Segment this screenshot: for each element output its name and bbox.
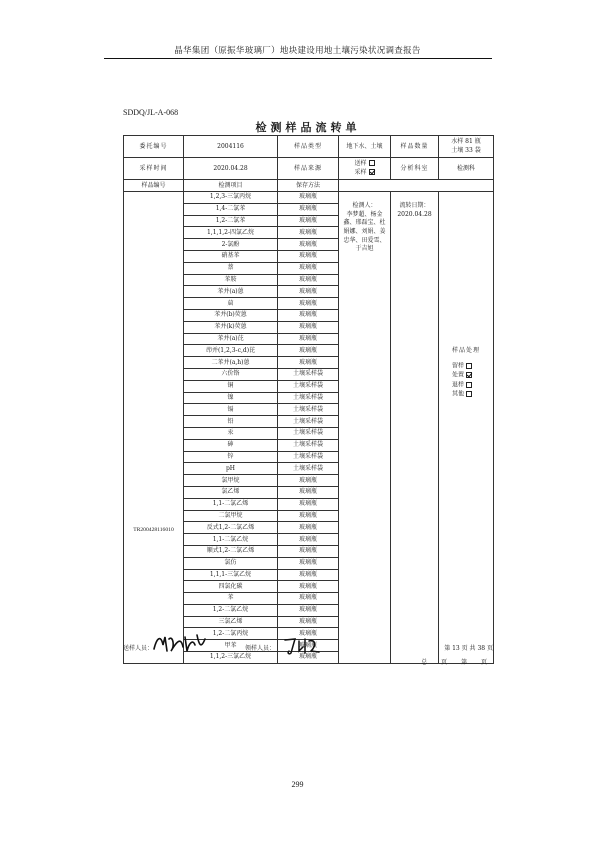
storage-method: 土壤采样袋 [278, 392, 339, 404]
checkbox-unchecked-icon [466, 382, 472, 388]
storage-method: 玻璃瓶 [278, 298, 339, 310]
storage-method: 土壤采样袋 [278, 451, 339, 463]
storage-method: 玻璃瓶 [278, 486, 339, 498]
form-title: 检测样品流转单 [255, 121, 361, 134]
storage-method: 玻璃瓶 [278, 534, 339, 546]
sample-type-label: 样品类型 [278, 136, 339, 158]
storage-method: 土壤采样袋 [278, 368, 339, 380]
test-item-name: 䓛 [184, 298, 278, 310]
table-row [124, 192, 494, 204]
storage-method: 土壤采样袋 [278, 404, 339, 416]
storage-method: 土壤采样袋 [278, 463, 339, 475]
storage-method: 玻璃瓶 [278, 498, 339, 510]
test-item-name: 苯并(k)荧蒽 [184, 321, 278, 333]
storage-method: 玻璃瓶 [278, 345, 339, 357]
storage-method: 玻璃瓶 [278, 640, 339, 652]
storage-method: 玻璃瓶 [278, 274, 339, 286]
test-item-name: 镉 [184, 404, 278, 416]
handling-option [439, 372, 493, 379]
signature-area [123, 633, 493, 673]
transfer-date-value: 2020.04.28 [397, 210, 432, 218]
test-item-name: 1,2-二氯丙烷 [184, 628, 278, 640]
test-item-name: 汞 [184, 427, 278, 439]
sample-handling-cell [439, 192, 494, 664]
test-item-name: 1,1,2-三氯乙烷 [184, 652, 278, 664]
test-item-name: 1,2-二氯乙烷 [184, 604, 278, 616]
test-item-name: 苯 [184, 593, 278, 605]
lab-label: 分析科室 [391, 158, 439, 180]
source-option-delivered: 送样 [354, 159, 367, 167]
storage-method: 玻璃瓶 [278, 652, 339, 664]
checkbox-unchecked-icon [369, 160, 375, 166]
sample-time-label: 采样时间 [124, 158, 184, 180]
page-info: 第 13 页 共 38 页 [444, 645, 493, 652]
storage-method: 玻璃瓶 [278, 604, 339, 616]
test-item-name: 二苯并(a,h)蒽 [184, 357, 278, 369]
test-item-name: 氯乙烯 [184, 486, 278, 498]
storage-method: 玻璃瓶 [278, 581, 339, 593]
sample-id-header: 样品编号 [124, 180, 184, 192]
test-item-name: 1,1-二氯乙烯 [184, 498, 278, 510]
sample-type-value: 地下水、土壤 [339, 136, 391, 158]
blank-header-cell [339, 180, 494, 192]
page-info-total: 总 页 第 页 [421, 659, 493, 666]
page-number: 299 [291, 780, 304, 789]
table-row [124, 158, 494, 180]
sample-time-value: 2020.04.28 [184, 158, 278, 180]
test-item-name: 镍 [184, 392, 278, 404]
test-item-name: 苯并(a)芘 [184, 333, 278, 345]
storage-method: 玻璃瓶 [278, 215, 339, 227]
table-row [124, 180, 494, 192]
handling-option [439, 391, 493, 398]
table-row [124, 136, 494, 158]
checkbox-checked-icon [369, 169, 375, 175]
storage-method: 土壤采样袋 [278, 427, 339, 439]
storage-method: 玻璃瓶 [278, 522, 339, 534]
receiver-signature [283, 635, 323, 657]
transfer-date-cell [391, 192, 439, 664]
test-item-name: 1,1,1,2-四氯乙烷 [184, 227, 278, 239]
storage-method: 玻璃瓶 [278, 321, 339, 333]
storage-method: 土壤采样袋 [278, 439, 339, 451]
checkbox-unchecked-icon [466, 363, 472, 369]
source-label: 样品来源 [278, 158, 339, 180]
storage-method: 玻璃瓶 [278, 557, 339, 569]
handling-option-label: 其他 [452, 390, 465, 398]
storage-method: 玻璃瓶 [278, 192, 339, 204]
source-option-sampled: 采样 [354, 168, 367, 176]
test-item-name: 苯并(a)蒽 [184, 286, 278, 298]
sample-qty-label: 样品数量 [391, 136, 439, 158]
test-item-name: 1,2,3-三氯丙烷 [184, 192, 278, 204]
test-item-name: 1,1-二氯乙烷 [184, 534, 278, 546]
test-item-name: 二氯甲烷 [184, 510, 278, 522]
source-options [339, 158, 391, 180]
storage-method: 土壤采样袋 [278, 380, 339, 392]
storage-method: 玻璃瓶 [278, 239, 339, 251]
tester-cell [339, 192, 391, 664]
storage-method: 玻璃瓶 [278, 262, 339, 274]
sender-signature [151, 631, 209, 655]
test-item-name: 2-氯酚 [184, 239, 278, 251]
storage-method: 玻璃瓶 [278, 628, 339, 640]
storage-method: 玻璃瓶 [278, 569, 339, 581]
test-item-name: 1,2-二氯苯 [184, 215, 278, 227]
header-rule [104, 58, 492, 59]
test-item-name: 1,4-二氯苯 [184, 203, 278, 215]
storage-method: 玻璃瓶 [278, 309, 339, 321]
test-item-name: 苯并(b)荧蒽 [184, 309, 278, 321]
commission-no-value: 2004116 [184, 136, 278, 158]
storage-method: 玻璃瓶 [278, 333, 339, 345]
storage-method: 玻璃瓶 [278, 357, 339, 369]
commission-no-label: 委托编号 [124, 136, 184, 158]
tester-names: 李梦超、杨金鑫、邢磊宝、杜娟娜、刘娟、姜忠华、田爱雪、于吉旭 [343, 210, 386, 253]
test-item-name: 三氯乙烯 [184, 616, 278, 628]
test-item-name: 硝基苯 [184, 250, 278, 262]
test-item-name: 氯甲烷 [184, 475, 278, 487]
lab-value: 检测科 [439, 158, 494, 180]
test-item-name: 砷 [184, 439, 278, 451]
checkbox-checked-icon [466, 372, 472, 378]
test-item-name: 铅 [184, 416, 278, 428]
test-item-name: 顺式1,2-二氯乙烯 [184, 545, 278, 557]
storage-method: 玻璃瓶 [278, 545, 339, 557]
sample-transfer-table [123, 135, 494, 664]
transfer-date-label: 流转日期： [399, 202, 430, 209]
test-item-name: 萘 [184, 262, 278, 274]
storage-method: 玻璃瓶 [278, 203, 339, 215]
test-item-name: 1,1,1-三氯乙烷 [184, 569, 278, 581]
storage-method: 玻璃瓶 [278, 286, 339, 298]
test-item-name: 反式1,2-二氯乙烯 [184, 522, 278, 534]
form-code: SDDQ/JL-A-068 [123, 108, 179, 117]
handling-option [439, 382, 493, 389]
handling-option-label: 退样 [452, 381, 465, 389]
sample-qty-water: 水样 81 瓶 [451, 137, 481, 145]
test-item-header: 检测项目 [184, 180, 278, 192]
storage-method: 玻璃瓶 [278, 593, 339, 605]
report-header: 晶华集团（原振华玻璃厂）地块建设用地土壤污染状况调查报告 [174, 46, 421, 56]
test-item-name: 茚并(1,2,3-c,d)芘 [184, 345, 278, 357]
storage-method: 玻璃瓶 [278, 616, 339, 628]
sample-id-value: TR200428116010 [133, 527, 174, 534]
test-item-name: 铜 [184, 380, 278, 392]
storage-header: 保存方法 [278, 180, 339, 192]
sender-label: 送样人员： [123, 645, 154, 652]
storage-method: 玻璃瓶 [278, 475, 339, 487]
test-item-name: 锌 [184, 451, 278, 463]
test-item-name: 甲苯 [184, 640, 278, 652]
handling-option-label: 留样 [452, 362, 465, 370]
handling-title: 样品处理 [451, 346, 480, 354]
storage-method: 土壤采样袋 [278, 416, 339, 428]
handling-option [439, 363, 493, 370]
storage-method: 玻璃瓶 [278, 250, 339, 262]
receiver-label: 领样人员： [245, 645, 276, 652]
test-item-name: 苯胺 [184, 274, 278, 286]
storage-method: 玻璃瓶 [278, 510, 339, 522]
tester-label: 检测人： [352, 202, 377, 209]
storage-method: 玻璃瓶 [278, 227, 339, 239]
test-item-name: 氯仿 [184, 557, 278, 569]
sample-qty-value [439, 136, 494, 158]
test-item-name: 六价铬 [184, 368, 278, 380]
test-item-name: pH [184, 463, 278, 475]
handling-option-label: 处置 [452, 371, 465, 379]
sample-qty-soil: 土壤 33 袋 [451, 146, 481, 154]
test-item-name: 四氯化碳 [184, 581, 278, 593]
sample-id-cell [124, 192, 184, 664]
checkbox-unchecked-icon [466, 391, 472, 397]
